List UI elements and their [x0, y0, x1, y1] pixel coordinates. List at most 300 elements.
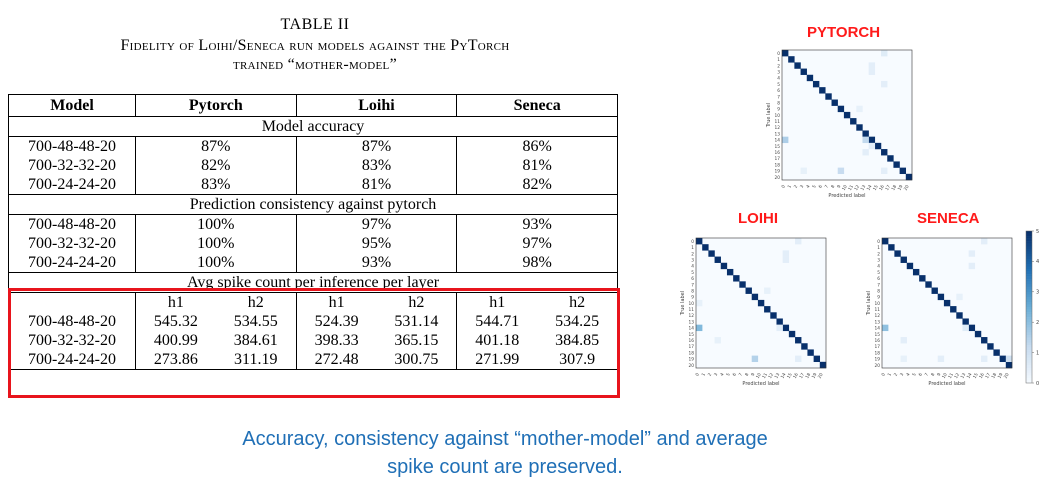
y-tick-label: 13 [688, 320, 694, 326]
x-tick-label: 11 [761, 372, 769, 380]
y-tick-label: 7 [877, 283, 880, 289]
x-tick-label: 1 [887, 372, 894, 378]
x-tick-label: 1 [787, 184, 794, 190]
x-tick-label: 14 [866, 184, 874, 192]
table-caption-line2: trained “mother-model” [233, 56, 397, 73]
y-tick-label: 8 [691, 289, 694, 295]
cell-value: 545.32 [153, 313, 198, 330]
matrix-cell [794, 62, 800, 68]
y-tick-label: 2 [691, 252, 694, 258]
matrix-cell [783, 325, 789, 331]
x-tick-label: 8 [744, 372, 751, 378]
x-tick-label: 15 [972, 372, 980, 380]
seneca-confusion-matrix [862, 236, 1022, 396]
x-tick-label: 5 [812, 184, 818, 190]
table-row [9, 253, 618, 273]
matrix-cell [919, 275, 925, 281]
colorbar-step [1026, 239, 1032, 242]
matrix-cell [881, 50, 887, 56]
matrix-cell [801, 343, 807, 349]
colorbar-step [1026, 320, 1032, 323]
matrix-cell [956, 294, 962, 300]
matrix-cell [981, 337, 987, 343]
cell-value: 300.75 [376, 350, 456, 370]
y-tick-label: 4 [691, 264, 694, 270]
y-tick-label: 20 [688, 363, 694, 369]
x-tick-label: 10 [941, 372, 949, 380]
y-tick-label: 8 [877, 289, 880, 295]
matrix-cell [764, 288, 770, 294]
colorbar-step [1026, 368, 1032, 371]
matrix-cell [795, 238, 801, 244]
x-tick-label: 17 [885, 184, 893, 192]
colorbar-step [1026, 353, 1032, 356]
x-tick-label: 13 [860, 184, 868, 192]
matrix-cell [1006, 356, 1012, 362]
colorbar-step [1026, 302, 1032, 305]
colorbar-step [1026, 277, 1032, 280]
x-tick-label: 5 [912, 372, 918, 378]
colorbar-step [1026, 325, 1032, 328]
x-tick-label: 4 [905, 372, 912, 378]
y-tick-label: 12 [688, 314, 694, 320]
colorbar-step [1026, 299, 1032, 302]
x-tick-label: 18 [805, 372, 813, 380]
x-tick-label: 17 [799, 372, 807, 380]
colorbar-step [1026, 246, 1032, 249]
matrix-cell [875, 143, 881, 149]
colorbar-step [1026, 244, 1032, 247]
y-tick-label: 19 [774, 169, 780, 175]
colorbar-step [1026, 231, 1032, 234]
cell-value: 398.33 [314, 332, 359, 349]
colorbar-step [1026, 279, 1032, 282]
seneca-label: SENECA [917, 210, 980, 227]
y-tick-label: 12 [774, 126, 780, 132]
x-tick-label: 7 [924, 372, 931, 378]
matrix-cell [764, 306, 770, 312]
x-tick-label: 9 [750, 372, 757, 378]
y-tick-label: 10 [874, 301, 880, 307]
x-tick-label: 20 [817, 372, 825, 380]
y-tick-label: 19 [874, 357, 880, 363]
matrix-cell [752, 294, 758, 300]
cell-model: 700-48-48-20 [9, 137, 136, 157]
x-tick-label: 3 [899, 372, 906, 378]
cell-pytorch: 100% [136, 215, 297, 235]
matrix-cell [981, 356, 987, 362]
matrix-cell [696, 300, 702, 306]
matrix-cell [887, 155, 893, 161]
y-tick-label: 7 [777, 95, 780, 101]
cell-value: 273.86 [136, 350, 216, 370]
colorbar-step [1026, 315, 1032, 318]
matrix-cell [1006, 362, 1012, 368]
x-tick-label: 14 [966, 372, 974, 380]
y-tick-label: 17 [874, 345, 880, 351]
y-tick-label: 16 [774, 151, 780, 156]
colorbar-tick-label: 0 [1036, 380, 1040, 387]
y-tick-label: 4 [877, 264, 880, 270]
matrix-cell [715, 337, 721, 343]
colorbar [1024, 229, 1046, 385]
cell-model: 700-32-32-20 [9, 156, 136, 175]
x-tick-label: 18 [991, 372, 999, 380]
matrix-cell [969, 250, 975, 256]
y-tick-label: 8 [777, 101, 780, 107]
matrix-cell [950, 306, 956, 312]
y-tick-label: 11 [688, 308, 694, 314]
pytorch-label: PYTORCH [807, 24, 881, 41]
colorbar-step [1026, 337, 1032, 340]
pytorch-confusion-matrix [762, 48, 922, 208]
x-tick-label: 6 [918, 372, 924, 378]
colorbar-step [1026, 332, 1032, 335]
matrix-cell [795, 356, 801, 362]
cell-value: 384.61 [216, 331, 296, 350]
matrix-cell [820, 362, 826, 368]
matrix-cell [844, 112, 850, 118]
colorbar-step [1026, 251, 1032, 254]
colorbar-tick-label: 4 [1036, 259, 1040, 266]
matrix-cell [962, 318, 968, 324]
matrix-cell [825, 93, 831, 99]
x-axis-label: Predicted label [828, 193, 866, 199]
y-tick-label: 6 [691, 277, 694, 283]
cell-model: 700-32-32-20 [9, 331, 136, 350]
matrix-cell [993, 349, 999, 355]
x-tick-label: 16 [792, 372, 800, 380]
subheader-h2: h2 [216, 293, 296, 313]
matrix-cell [838, 106, 844, 112]
matrix-cell [862, 137, 868, 143]
matrix-cell [881, 81, 887, 87]
y-tick-label: 7 [691, 283, 694, 289]
y-tick-label: 13 [774, 132, 780, 138]
colorbar-step [1026, 340, 1032, 343]
matrix-cell [746, 288, 752, 294]
colorbar-step [1026, 272, 1032, 275]
matrix-cell [882, 325, 888, 331]
matrix-cell [708, 250, 714, 256]
colorbar-step [1026, 358, 1032, 361]
cell-model: 700-48-48-20 [9, 312, 136, 331]
cell-pytorch: 83% [136, 175, 297, 195]
y-tick-label: 18 [874, 351, 880, 357]
x-tick-label: 8 [930, 372, 937, 378]
colorbar-step [1026, 259, 1032, 262]
y-axis-label: True label [766, 102, 772, 128]
y-tick-label: 4 [777, 76, 780, 82]
matrix-cell [856, 106, 862, 112]
matrix-cell [901, 356, 907, 362]
x-tick-label: 16 [878, 184, 886, 192]
colorbar-step [1026, 330, 1032, 333]
colorbar-step [1026, 350, 1032, 353]
x-tick-label: 2 [893, 372, 900, 378]
y-tick-label: 10 [688, 301, 694, 307]
matrix-cell [900, 168, 906, 174]
y-tick-label: 12 [874, 314, 880, 320]
header-pytorch: Pytorch [136, 95, 297, 117]
x-tick-label: 0 [781, 184, 787, 190]
table-row [9, 156, 618, 175]
table-row [9, 175, 618, 195]
y-tick-label: 9 [877, 295, 880, 301]
cell-model: 700-24-24-20 [9, 175, 136, 195]
matrix-cell [696, 325, 702, 331]
x-axis-label: Predicted label [742, 381, 780, 387]
y-tick-label: 15 [774, 144, 780, 150]
x-tick-label: 11 [847, 184, 855, 192]
x-tick-label: 6 [732, 372, 738, 378]
cell-pytorch: 87% [136, 137, 297, 157]
colorbar-step [1026, 269, 1032, 272]
colorbar-step [1026, 348, 1032, 351]
colorbar-step [1026, 373, 1032, 376]
cell-loihi: 93% [296, 253, 457, 273]
matrix-cell [882, 238, 888, 244]
y-tick-label: 1 [691, 246, 694, 252]
cell-loihi: 95% [296, 234, 457, 253]
cell-pytorch: 82% [136, 156, 297, 175]
subheader-h2: h2 [376, 293, 456, 313]
y-tick-label: 0 [777, 51, 780, 57]
header-seneca: Seneca [457, 95, 618, 117]
matrix-cell [956, 312, 962, 318]
cell-loihi: 97% [296, 215, 457, 235]
colorbar-step [1026, 342, 1032, 345]
matrix-cell [981, 238, 987, 244]
colorbar-step [1026, 355, 1032, 358]
cell-pytorch: 100% [136, 234, 297, 253]
matrix-cell [901, 257, 907, 263]
table-row [9, 137, 618, 157]
matrix-cell [894, 250, 900, 256]
matrix-cell [932, 288, 938, 294]
x-tick-label: 18 [891, 184, 899, 192]
x-tick-label: 6 [818, 184, 824, 190]
x-axis-label: Predicted label [928, 381, 966, 387]
y-tick-label: 6 [877, 277, 880, 283]
cell-value: 534.25 [537, 312, 617, 331]
matrix-cell [925, 281, 931, 287]
cell-value: 400.99 [153, 332, 198, 349]
matrix-cell [1000, 356, 1006, 362]
colorbar-step [1026, 375, 1032, 378]
y-tick-label: 5 [777, 82, 780, 88]
cell-model: 700-32-32-20 [9, 234, 136, 253]
matrix-cell [888, 244, 894, 250]
colorbar-step [1026, 236, 1032, 239]
section-spike-title: Avg spike count per inference per layer [9, 273, 618, 293]
y-tick-label: 11 [774, 120, 780, 126]
matrix-cell [869, 143, 875, 149]
colorbar-step [1026, 345, 1032, 348]
x-tick-label: 4 [805, 184, 812, 190]
cell-model: 700-24-24-20 [9, 350, 136, 370]
cell-value: 384.85 [537, 331, 617, 350]
table-row [9, 234, 618, 253]
matrix-cell [770, 312, 776, 318]
matrix-cell [789, 331, 795, 337]
colorbar-step [1026, 289, 1032, 292]
y-tick-label: 18 [688, 351, 694, 357]
colorbar-step [1026, 310, 1032, 313]
x-tick-label: 19 [811, 372, 819, 380]
x-tick-label: 8 [830, 184, 837, 190]
colorbar-step [1026, 378, 1032, 381]
colorbar-step [1026, 234, 1032, 237]
matrix-cell [788, 56, 794, 62]
cell-value: 272.48 [296, 350, 376, 370]
matrix-cell [819, 87, 825, 93]
footer-line2: spike count are preserved. [387, 456, 623, 478]
matrix-cell [969, 263, 975, 269]
colorbar-step [1026, 297, 1032, 300]
matrix-cell [869, 137, 875, 143]
colorbar-step [1026, 284, 1032, 287]
table-title: TABLE II [280, 16, 350, 33]
colorbar-tick-label: 3 [1036, 289, 1040, 296]
matrix-cell [881, 149, 887, 155]
x-tick-label: 5 [726, 372, 732, 378]
colorbar-step [1026, 266, 1032, 269]
table-caption-line1: Fidelity of Loihi/Seneca run models against the PyTorch [120, 37, 510, 54]
matrix-cell [715, 257, 721, 263]
matrix-cell [938, 294, 944, 300]
x-tick-label: 12 [854, 184, 862, 192]
cell-value: 271.99 [457, 350, 537, 370]
x-tick-label: 16 [978, 372, 986, 380]
x-tick-label: 19 [997, 372, 1005, 380]
y-tick-label: 14 [688, 326, 694, 332]
matrix-cell [814, 356, 820, 362]
colorbar-step [1026, 274, 1032, 277]
y-tick-label: 16 [688, 339, 694, 344]
x-tick-label: 13 [960, 372, 968, 380]
y-tick-label: 1 [877, 246, 880, 252]
y-axis-label: True label [680, 290, 686, 316]
cell-value: 365.15 [376, 331, 456, 350]
subheader-h1: h1 [489, 294, 506, 311]
colorbar-step [1026, 256, 1032, 259]
matrix-cell [727, 269, 733, 275]
y-tick-label: 20 [874, 363, 880, 369]
cell-model: 700-24-24-20 [9, 253, 136, 273]
colorbar-tick-label: 5 [1036, 228, 1040, 235]
table-row [9, 215, 618, 235]
highlight-box [8, 288, 620, 398]
y-tick-label: 3 [691, 258, 694, 264]
colorbar-step [1026, 327, 1032, 330]
cell-value: 524.39 [314, 313, 359, 330]
matrix-cell [913, 269, 919, 275]
colorbar-step [1026, 304, 1032, 307]
colorbar-step [1026, 365, 1032, 368]
matrix-cell [801, 168, 807, 174]
matrix-cell [838, 168, 844, 174]
x-tick-label: 10 [841, 184, 849, 192]
y-tick-label: 19 [688, 357, 694, 363]
cell-loihi: 81% [296, 175, 457, 195]
header-model: Model [9, 95, 136, 117]
matrix-cell [987, 343, 993, 349]
matrix-cell [813, 81, 819, 87]
loihi-confusion-matrix [676, 236, 836, 396]
matrix-cell [869, 69, 875, 75]
x-tick-label: 10 [755, 372, 763, 380]
header-loihi: Loihi [296, 95, 457, 117]
matrix-cell [962, 325, 968, 331]
y-tick-label: 9 [691, 295, 694, 301]
cell-seneca: 86% [457, 137, 618, 157]
matrix-cell [782, 50, 788, 56]
cell-seneca: 81% [457, 156, 618, 175]
y-tick-label: 3 [777, 70, 780, 76]
cell-value: 311.19 [216, 350, 296, 370]
matrix-cell [856, 124, 862, 130]
x-tick-label: 12 [768, 372, 776, 380]
y-tick-label: 3 [877, 258, 880, 264]
colorbar-step [1026, 264, 1032, 267]
y-tick-label: 14 [874, 326, 880, 332]
matrix-cell [893, 161, 899, 167]
x-tick-label: 2 [793, 184, 800, 190]
x-tick-label: 0 [695, 372, 701, 378]
section-accuracy-title: Model accuracy [9, 117, 618, 137]
x-tick-label: 20 [1003, 372, 1011, 380]
cell-value: 307.9 [537, 350, 617, 370]
x-tick-label: 1 [701, 372, 708, 378]
matrix-cell [776, 325, 782, 331]
cell-value: 401.18 [475, 332, 520, 349]
matrix-cell [807, 75, 813, 81]
x-tick-label: 9 [836, 184, 843, 190]
matrix-cell [795, 337, 801, 343]
cell-seneca: 93% [457, 215, 618, 235]
matrix-cell [944, 300, 950, 306]
y-tick-label: 10 [774, 113, 780, 119]
x-tick-label: 13 [774, 372, 782, 380]
matrix-cell [807, 349, 813, 355]
cell-value: 544.71 [475, 313, 520, 330]
matrix-cell [938, 356, 944, 362]
matrix-cell [901, 337, 907, 343]
matrix-cell [907, 263, 913, 269]
y-tick-label: 11 [874, 308, 880, 314]
colorbar-step [1026, 307, 1032, 310]
subheader-h2: h2 [537, 293, 617, 313]
colorbar-step [1026, 241, 1032, 244]
x-tick-label: 2 [707, 372, 714, 378]
x-tick-label: 3 [799, 184, 806, 190]
matrix-cell [752, 356, 758, 362]
y-tick-label: 6 [777, 89, 780, 95]
matrix-cell [783, 257, 789, 263]
cell-value: 531.14 [376, 312, 456, 331]
x-tick-label: 20 [903, 184, 911, 192]
matrix-cell [881, 168, 887, 174]
cell-pytorch: 100% [136, 253, 297, 273]
cell-loihi: 87% [296, 137, 457, 157]
y-tick-label: 0 [691, 239, 694, 245]
colorbar-step [1026, 312, 1032, 315]
subheader-h1: h1 [167, 294, 184, 311]
matrix-cell [969, 325, 975, 331]
x-tick-label: 15 [872, 184, 880, 192]
y-tick-label: 16 [874, 339, 880, 344]
